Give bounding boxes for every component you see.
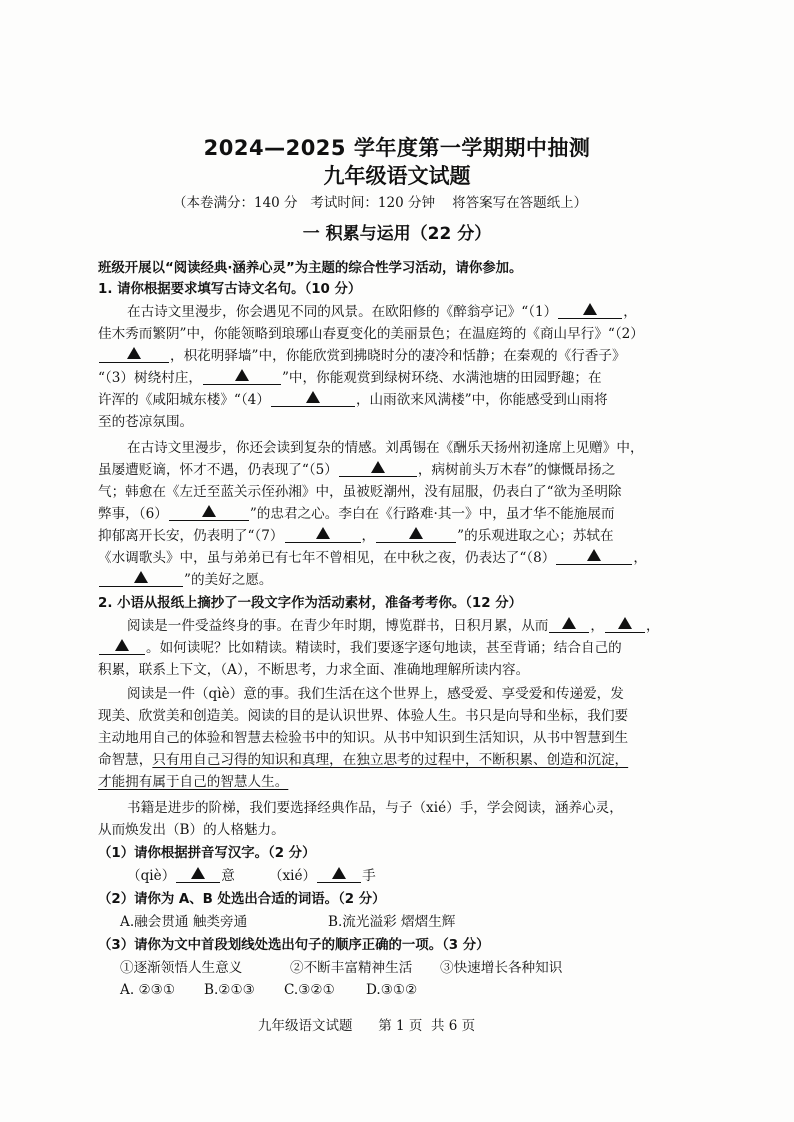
q2-text: 阅读是一件受益终身的事。在青少年时期，博览群书，日积月累，从而 xyxy=(127,618,549,634)
q1-text: ，枳花明驿墙”中，你能欣赏到拂晓时分的凄冷和恬静；在秦观的《行香子》 xyxy=(170,348,626,364)
q1-text: ”的乐观进取之心；苏轼在 xyxy=(457,528,614,544)
q1-p2-line7 xyxy=(98,570,273,590)
q2-p2-line3: 主动地用自己的体验和智慧去检验书中的知识。从书中知识到生活知识，从书中智慧到生 xyxy=(98,730,629,746)
triangle-icon xyxy=(409,527,423,539)
q2-p1-line3: 积累，联系上下文，（A），不断思考，力求全面、准确地理解所读内容。 xyxy=(98,662,530,678)
q1-text: ，山雨欲来风满楼”中，你能感受到山雨将 xyxy=(355,392,608,408)
q1-text: ”的美好之愿。 xyxy=(184,572,273,588)
q1-p2-line5 xyxy=(98,526,614,546)
q2-sub2-title: （2）请你为 A、B 处选出合适的词语。（2 分） xyxy=(98,892,386,907)
answer-blank-seq-1[interactable] xyxy=(549,617,589,633)
q1-title: 1. 请你根据要求填写古诗文名句。（10 分） xyxy=(98,282,362,297)
q2-text: ， xyxy=(646,618,660,634)
q2-text: ， xyxy=(590,618,604,634)
q2-p2-line1: 阅读是一件（qìè）意的事。我们生活在这个世界上，感受爱、享受爱和传递爱，发 xyxy=(127,686,624,702)
triangle-icon xyxy=(134,571,148,583)
q1-p1-line6: 至的苍凉氛围。 xyxy=(98,414,194,430)
q1-text: 《水调歌头》中，虽与弟弟已有七年不曾相见，在中秋之夜，仍表达了“（8） xyxy=(98,550,556,566)
triangle-icon xyxy=(332,867,346,879)
q2-sub3-choice: B.②①③ xyxy=(204,982,255,998)
q1-text: ”的忠君之心。李白在《行路难·其一》中，虽才华不能施展而 xyxy=(249,506,615,522)
hanzi-blank-1[interactable] xyxy=(176,867,220,883)
intro-text: 班级开展以“阅读经典·涵养心灵”为主题的综合性学习活动，请你参加。 xyxy=(98,261,523,276)
pinyin-label: （xié） xyxy=(268,868,317,884)
q2-sub3-item: ③快速增长各种知识 xyxy=(440,960,563,976)
q2-title: 2. 小语从报纸上摘抄了一段文字作为活动素材，准备考考你。（12 分） xyxy=(98,596,522,611)
q2-text: 命智慧， xyxy=(98,752,153,768)
hanzi-suffix: 意 xyxy=(221,868,235,884)
q2-p3-line2: 从而焕发出（B）的人格魅力。 xyxy=(98,822,285,838)
q1-p1-line2: 佳木秀而繁阴”中，你能领略到琅琊山春夏变化的美丽景色；在温庭筠的《商山早行》“（2） xyxy=(98,326,644,342)
triangle-icon xyxy=(618,617,632,629)
answer-blank-8b[interactable] xyxy=(99,571,183,587)
q1-text: 虽屡遭贬谪，怀才不遇，仍表现了“（5） xyxy=(98,462,338,478)
triangle-icon xyxy=(202,505,216,517)
exam-title-subject: 九年级语文试题 xyxy=(323,164,471,188)
exam-title-year: 2024—2025 学年度第一学期期中抽测 xyxy=(203,136,591,160)
triangle-icon xyxy=(562,617,576,629)
q2-p3-line1: 书籍是进步的阶梯，我们要选择经典作品，与子（xié）手，学会阅读，涵养心灵， xyxy=(127,800,623,816)
q2-sub3-item: ②不断丰富精神生活 xyxy=(290,960,413,976)
q1-p1-line1 xyxy=(127,302,637,322)
triangle-icon xyxy=(115,639,129,651)
q2-sub1-answers xyxy=(127,866,376,886)
triangle-icon xyxy=(371,461,385,473)
q1-text: ， xyxy=(361,528,376,544)
answer-blank-7a[interactable] xyxy=(285,527,361,543)
page-footer: 九年级语文试题 第 1 页 共 6 页 xyxy=(258,1018,476,1034)
q2-p1-line2 xyxy=(98,638,622,658)
q2-p1-line1 xyxy=(127,616,660,636)
triangle-icon xyxy=(306,391,320,403)
triangle-icon xyxy=(583,303,597,315)
q1-p2-line1: 在古诗文里漫步，你还会读到复杂的情感。刘禹锡在《酬乐天扬州初逢席上见赠》中， xyxy=(127,440,644,456)
triangle-icon xyxy=(127,347,141,359)
q1-p2-line2 xyxy=(98,460,615,480)
triangle-icon xyxy=(587,549,601,561)
q2-sub3-choice: D.③①② xyxy=(366,982,418,998)
answer-blank-seq-3[interactable] xyxy=(99,639,145,655)
q1-text: ，病树前头万木春”的慷慨昂扬之 xyxy=(417,462,616,478)
q1-p2-line6 xyxy=(98,548,647,568)
q1-text: 在古诗文里漫步，你会遇见不同的风景。在欧阳修的《醉翁亭记》“（1） xyxy=(127,304,558,320)
q2-sub3-item: ①逐渐领悟人生意义 xyxy=(120,960,243,976)
q1-text: ”中，你能观赏到绿树环绕、水满池塘的田园野趣；在 xyxy=(281,370,602,386)
triangle-icon xyxy=(316,527,330,539)
q1-p1-line5 xyxy=(98,390,608,410)
q2-sub1-title: （1）请你根据拼音写汉字。（2 分） xyxy=(98,846,316,861)
q2-text: 。如何读呢？比如精读。精读时，我们要逐字逐句地读，甚至背诵；结合自己的 xyxy=(146,640,622,656)
q2-sub2-option-b: B.流光溢彩 熠熠生辉 xyxy=(328,914,456,930)
q2-sub3-choice: C.③②① xyxy=(284,982,335,998)
q1-text: ， xyxy=(633,550,647,566)
answer-blank-6[interactable] xyxy=(169,505,249,521)
answer-blank-3[interactable] xyxy=(203,369,281,385)
q1-text: 弊事，（6） xyxy=(98,506,168,522)
q1-p1-line4 xyxy=(98,368,602,388)
answer-blank-1[interactable] xyxy=(558,303,622,319)
q1-p1-line3 xyxy=(98,346,626,366)
underlined-sentence: 只有用自己习得的知识和真理，在独立思考的过程中，不断积累、创造和沉淀， xyxy=(152,752,629,768)
q2-p2-line4 xyxy=(98,750,628,770)
q1-p2-line4 xyxy=(98,504,615,524)
q1-text: 抑郁离开长安，仍表明了“（7） xyxy=(98,528,284,544)
q1-text: 许浑的《咸阳城东楼》“（4） xyxy=(98,392,270,408)
underlined-sentence: 才能拥有属于自己的智慧人生。 xyxy=(98,774,289,790)
answer-blank-2[interactable] xyxy=(99,347,169,363)
triangle-icon xyxy=(191,867,205,879)
answer-blank-5[interactable] xyxy=(339,461,417,477)
q2-sub3-choice: A. ②③① xyxy=(120,982,176,998)
answer-blank-8a[interactable] xyxy=(556,549,632,565)
hanzi-suffix: 手 xyxy=(362,868,376,884)
q2-sub2-option-a: A.融会贯通 触类旁通 xyxy=(120,914,248,930)
answer-blank-seq-2[interactable] xyxy=(605,617,645,633)
q1-text: “（3）树绕村庄， xyxy=(98,370,202,386)
answer-blank-7b[interactable] xyxy=(376,527,456,543)
pinyin-label: （qiè） xyxy=(127,868,176,884)
q1-p2-line3: 气；韩愈在《左迁至蓝关示侄孙湘》中，虽被贬潮州，没有屈服，仍表白了“欲为圣明除 xyxy=(98,484,622,500)
q2-p2-line2: 现美、欣赏美和创造美。阅读的目的是认识世界、体验人生。书只是向导和坐标，我们要 xyxy=(98,708,629,724)
q1-text: ， xyxy=(623,304,637,320)
q2-sub3-title: （3）请你为文中首段划线处选出句子的顺序正确的一项。（3 分） xyxy=(98,938,490,953)
hanzi-blank-2[interactable] xyxy=(317,867,361,883)
exam-meta: （本卷满分：140 分 考试时间：120 分钟 将答案写在答题纸上） xyxy=(173,195,588,211)
triangle-icon xyxy=(235,369,249,381)
answer-blank-4[interactable] xyxy=(271,391,355,407)
section-title: 一 积累与运用（22 分） xyxy=(302,224,492,244)
